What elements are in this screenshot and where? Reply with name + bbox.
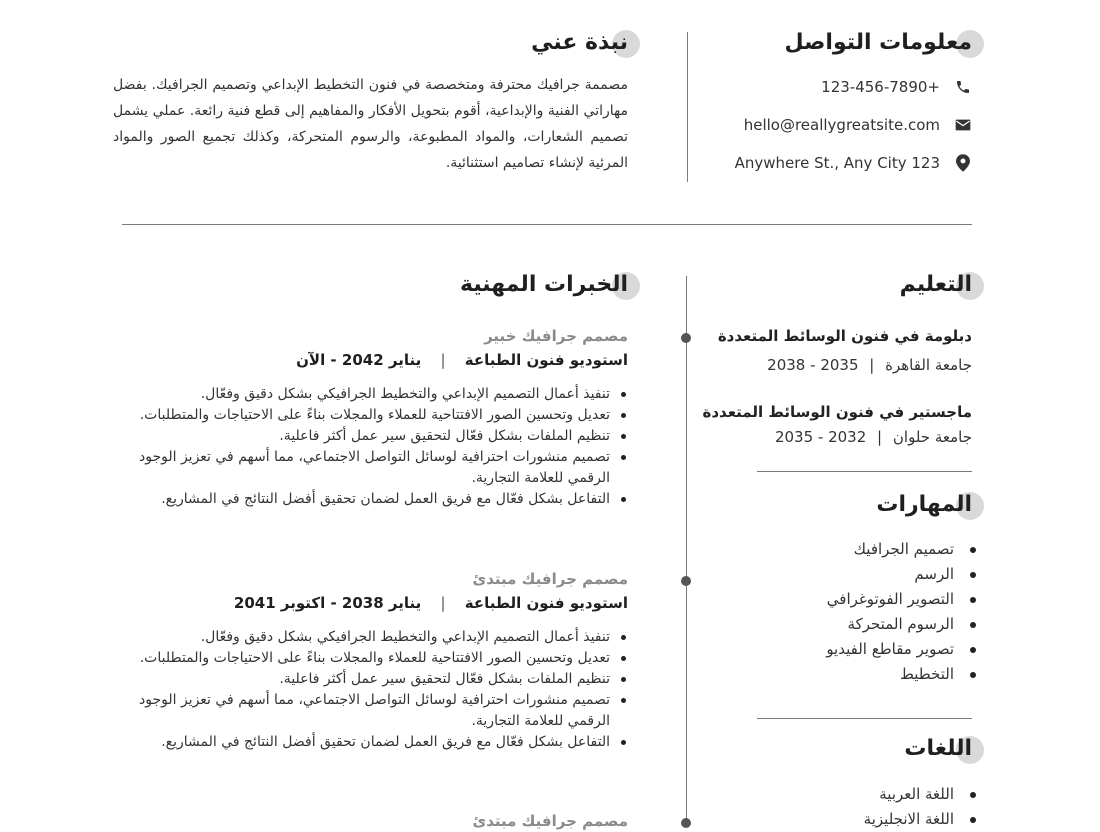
education-meta: جامعة حلوان | 2032 - 2035: [774, 428, 972, 446]
job-company-period: استوديو فنون الطباعة | يناير 2038 - اكتوبر 2041: [233, 594, 628, 612]
about-paragraph: مصممة جرافيك محترفة ومتخصصة في فنون التخطيط الإبداعي وتصميم الجرافيك. بفضل مهاراتي الفنية والإبداعية، أقوم بتحويل الأفكار والمفاهيم إلى قطع فنية رائعة. عملي يشمل تصميم الشعارات، والمواد المطبوعة، والرسوم المتحركة، وكذلك تجميع الصور والمواد المرئية لإنشاء تصاميم استثنائية.: [113, 77, 628, 171]
timeline-dot: [681, 818, 691, 828]
list-item: تصميم منشورات احترافية لوسائل التواصل الاجتماعي، مما أسهم في تعزيز الوجود الرقمي للعلامة التجارية.: [108, 447, 628, 489]
phone-icon: [954, 78, 972, 96]
education-years: 2032 - 2035: [774, 428, 867, 446]
education-meta: جامعة القاهرة | 2035 - 2038: [767, 356, 972, 374]
list-item: الرسوم المتحركة: [826, 612, 980, 637]
job-duties-list: [108, 384, 628, 510]
job-company: استوديو فنون الطباعة: [464, 594, 628, 612]
list-item: تنفيذ أعمال التصميم الإبداعي والتخطيط الجرافيكي بشكل دقيق وفعّال.: [108, 627, 628, 648]
list-item: التخطيط: [826, 662, 980, 687]
list-item: التفاعل بشكل فعّال مع فريق العمل لضمان تحقيق أفضل النتائج في المشاريع.: [108, 732, 628, 753]
list-item: تنفيذ أعمال التصميم الإبداعي والتخطيط الجرافيكي بشكل دقيق وفعّال.: [108, 384, 628, 405]
contact-address: Anywhere St., Any City 123: [735, 154, 972, 172]
list-item: تصوير مقاطع الفيديو: [826, 637, 980, 662]
list-item: التصوير الفوتوغرافي: [826, 587, 980, 612]
sidebar-divider: [757, 471, 972, 472]
education-section-title: التعليم: [900, 272, 972, 312]
list-item: التفاعل بشكل فعّال مع فريق العمل لضمان تحقيق أفضل النتائج في المشاريع.: [108, 489, 628, 510]
job-role: مصمم جرافيك خبير: [484, 327, 628, 345]
list-item: الرسم: [826, 562, 980, 587]
about-section-title: نبذة عني: [531, 30, 628, 70]
skills-section-title: المهارات: [876, 492, 972, 532]
horizontal-divider: [122, 224, 972, 225]
list-item: تصميم منشورات احترافية لوسائل التواصل الاجتماعي، مما أسهم في تعزيز الوجود الرقمي للعلامة التجارية.: [108, 690, 628, 732]
location-pin-icon: [954, 154, 972, 172]
timeline-line: [686, 276, 687, 825]
timeline-dot: [681, 576, 691, 586]
job-company: استوديو فنون الطباعة: [464, 351, 628, 369]
job-company-period: استوديو فنون الطباعة | يناير 2042 - الآن: [296, 351, 628, 369]
job-period: يناير 2038 - اكتوبر 2041: [233, 594, 422, 612]
sidebar-divider: [757, 718, 972, 719]
contact-section-title: معلومات التواصل: [785, 30, 972, 70]
list-item: تنظيم الملفات بشكل فعّال لتحقيق سير عمل أكثر فاعلية.: [108, 669, 628, 690]
education-degree: دبلومة في فنون الوسائط المتعددة: [717, 327, 972, 345]
list-item: تصميم الجرافيك: [826, 537, 980, 562]
education-school: جامعة حلوان: [892, 428, 972, 446]
list-item: تعديل وتحسين الصور الافتتاحية للعملاء والمجلات بناءً على الاحتياجات والمتطلبات.: [108, 405, 628, 426]
education-school: جامعة القاهرة: [885, 356, 972, 374]
job-period: يناير 2042 - الآن: [296, 351, 422, 369]
skills-list: [826, 537, 980, 687]
job-duties-list: [108, 627, 628, 753]
education-years: 2035 - 2038: [767, 356, 859, 374]
job-role: مصمم جرافيك مبتدئ: [472, 570, 628, 588]
experience-section-title: الخبرات المهنية: [460, 272, 628, 312]
mail-icon: [954, 116, 972, 134]
education-degree: ماجستير في فنون الوسائط المتعددة: [702, 403, 972, 421]
list-item: اللغة العربية: [864, 782, 980, 807]
list-item: تعديل وتحسين الصور الافتتاحية للعملاء والمجلات بناءً على الاحتياجات والمتطلبات.: [108, 648, 628, 669]
top-vertical-divider: [687, 32, 688, 182]
languages-section-title: اللغات: [904, 736, 972, 776]
contact-email: hello@reallygreatsite.com: [744, 116, 972, 134]
job-role: مصمم جرافيك مبتدئ: [472, 812, 628, 830]
timeline-dot: [681, 333, 691, 343]
contact-phone: 123-456-7890+: [821, 78, 972, 96]
list-item: تنظيم الملفات بشكل فعّال لتحقيق سير عمل أكثر فاعلية.: [108, 426, 628, 447]
list-item: اللغة الانجليزية: [864, 807, 980, 832]
